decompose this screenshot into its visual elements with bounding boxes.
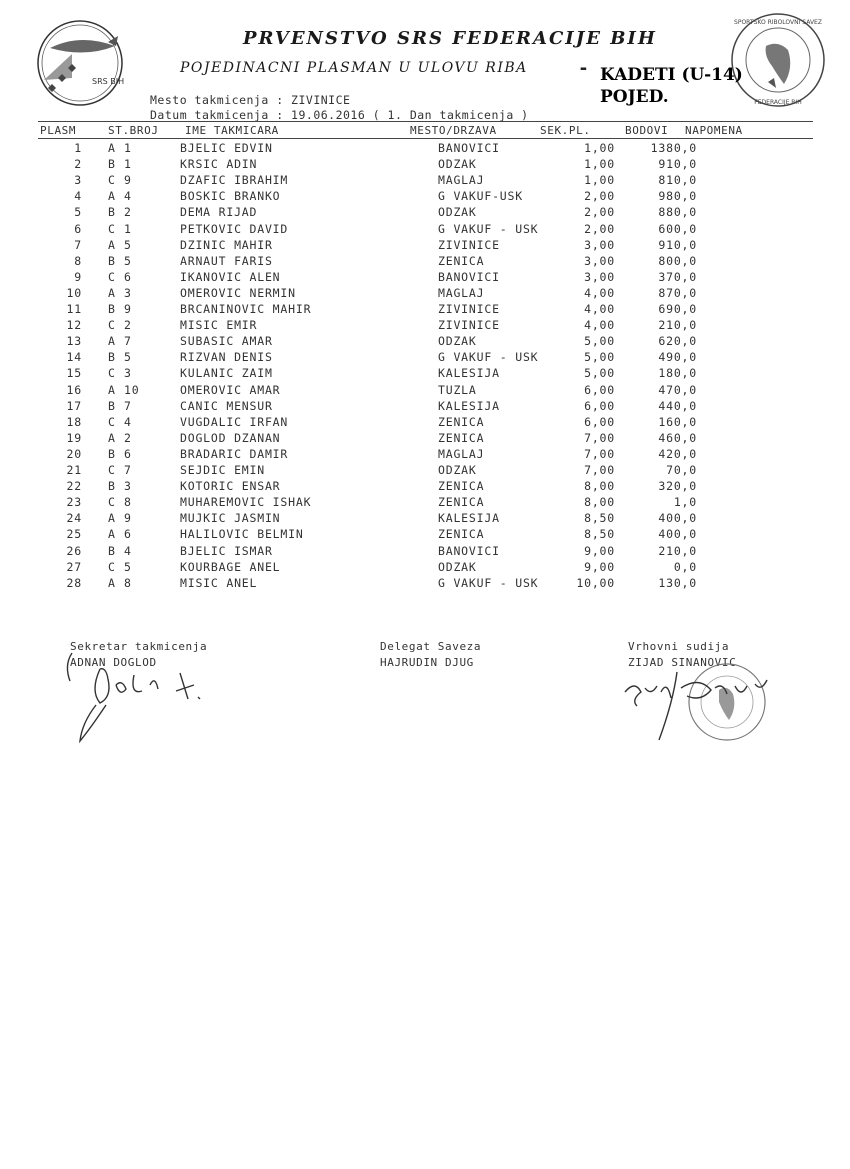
row-bodovi: 420,0 [658, 446, 697, 461]
row-start-number: 10 [124, 382, 140, 397]
row-sek-pl: 5,00 [584, 350, 615, 365]
row-start-number: 3 [124, 366, 132, 381]
row-start-number: 6 [124, 269, 132, 284]
row-sector: C [108, 173, 116, 188]
row-name: DZAFIC IBRAHIM [180, 173, 289, 188]
row-sek-pl: 4,00 [584, 302, 615, 316]
title-dash: - [578, 58, 589, 79]
row-place: ZIVINICE [438, 318, 500, 333]
row-start-number: 4 [124, 189, 132, 204]
row-plasm: 5 [74, 205, 82, 220]
row-bodovi: 880,0 [658, 205, 697, 220]
svg-text:SRS BIH: SRS BIH [92, 77, 125, 86]
row-sek-pl: 5,00 [584, 334, 615, 349]
table-row [0, 222, 850, 238]
row-name: OMEROVIC AMAR [180, 382, 281, 397]
row-plasm: 11 [66, 302, 82, 316]
location-line: Mesto takmicenja : ZIVINICE [150, 93, 351, 107]
row-place: ZENICA [438, 495, 485, 510]
table-row [0, 302, 850, 318]
row-plasm: 8 [74, 253, 82, 268]
row-bodovi: 400,0 [658, 511, 697, 526]
table-row [0, 560, 850, 576]
delegate-label: Delegat Saveza [380, 640, 482, 653]
row-name: KOTORIC ENSAR [180, 479, 281, 494]
row-start-number: 7 [124, 398, 132, 413]
row-sector: A [108, 237, 116, 252]
row-bodovi: 910,0 [658, 157, 697, 172]
row-bodovi: 210,0 [658, 318, 697, 333]
row-name: IKANOVIC ALEN [180, 269, 281, 284]
row-sek-pl: 8,50 [584, 511, 615, 526]
row-start-number: 9 [124, 302, 132, 316]
row-start-number: 5 [124, 253, 132, 268]
row-sector: C [108, 463, 116, 477]
table-row [0, 495, 850, 511]
judge-name: ZIJAD SINANOVIC [628, 656, 737, 669]
row-start-number: 9 [124, 173, 132, 188]
svg-text:SPORTSKO RIBOLOVNI SAVEZ: SPORTSKO RIBOLOVNI SAVEZ [734, 19, 822, 26]
row-plasm: 7 [74, 237, 82, 252]
row-place: ODZAK [438, 334, 477, 349]
row-place: G VAKUF - USK [438, 575, 539, 590]
row-place: ZENICA [438, 253, 485, 268]
row-place: ZENICA [438, 414, 485, 429]
row-plasm: 4 [74, 189, 82, 204]
row-plasm: 14 [66, 350, 82, 365]
row-name: BJELIC EDVIN [180, 141, 273, 155]
row-plasm: 23 [66, 495, 82, 510]
row-sek-pl: 1,00 [584, 157, 615, 172]
row-plasm: 15 [66, 366, 82, 381]
row-plasm: 1 [74, 141, 82, 155]
row-name: MUHAREMOVIC ISHAK [180, 495, 312, 510]
delegate-name: HAJRUDIN DJUG [380, 656, 474, 669]
category-line-1: KADETI (U-14) [600, 65, 743, 85]
row-name: CANIC MENSUR [180, 398, 273, 413]
row-start-number: 8 [124, 575, 132, 590]
row-start-number: 5 [124, 350, 132, 365]
row-sector: A [108, 382, 116, 397]
row-sek-pl: 7,00 [584, 446, 615, 461]
row-plasm: 20 [66, 446, 82, 461]
row-name: KULANIC ZAIM [180, 366, 273, 381]
category-label [600, 64, 743, 108]
row-sek-pl: 4,00 [584, 285, 615, 300]
row-plasm: 27 [66, 559, 82, 574]
row-sek-pl: 3,00 [584, 237, 615, 252]
row-sector: C [108, 559, 116, 574]
row-sector: A [108, 285, 116, 300]
row-plasm: 12 [66, 318, 82, 333]
row-plasm: 2 [74, 157, 82, 172]
row-plasm: 6 [74, 221, 82, 236]
row-place: ODZAK [438, 205, 477, 220]
row-start-number: 1 [124, 221, 132, 236]
judge-label: Vrhovni sudija [628, 640, 730, 653]
table-row [0, 238, 850, 254]
row-sek-pl: 9,00 [584, 559, 615, 574]
row-sector: C [108, 318, 116, 333]
row-place: MAGLAJ [438, 285, 485, 300]
row-sek-pl: 8,00 [584, 479, 615, 494]
row-name: HALILOVIC BELMIN [180, 527, 304, 542]
row-sek-pl: 3,00 [584, 269, 615, 284]
row-plasm: 18 [66, 414, 82, 429]
row-start-number: 8 [124, 495, 132, 510]
row-bodovi: 620,0 [658, 334, 697, 349]
row-name: BJELIC ISMAR [180, 543, 273, 558]
row-sector: C [108, 221, 116, 236]
row-sector: B [108, 157, 116, 172]
row-bodovi: 1,0 [673, 495, 697, 510]
row-bodovi: 370,0 [658, 269, 697, 284]
row-name: MUJKIC JASMIN [180, 511, 281, 526]
row-place: ZENICA [438, 479, 485, 494]
srs-federacije-seal [728, 10, 828, 110]
col-header-place: MESTO/DRZAVA [410, 124, 497, 137]
table-row [0, 318, 850, 334]
col-header-plasm: PLASM [40, 124, 77, 137]
row-place: MAGLAJ [438, 446, 485, 461]
table-row [0, 399, 850, 415]
row-sector: A [108, 575, 116, 590]
row-place: ZENICA [438, 527, 485, 542]
col-header-sek-pl: SEK.PL. [540, 124, 591, 137]
row-name: ARNAUT FARIS [180, 253, 273, 268]
row-sek-pl: 6,00 [584, 414, 615, 429]
row-sek-pl: 8,00 [584, 495, 615, 510]
row-sector: A [108, 141, 116, 155]
row-place: ODZAK [438, 463, 477, 477]
row-sek-pl: 6,00 [584, 398, 615, 413]
row-name: MISIC EMIR [180, 318, 258, 333]
row-sector: A [108, 527, 116, 542]
row-name: BOSKIC BRANKO [180, 189, 281, 204]
row-place: ODZAK [438, 157, 477, 172]
row-start-number: 6 [124, 446, 132, 461]
row-start-number: 2 [124, 205, 132, 220]
row-bodovi: 490,0 [658, 350, 697, 365]
row-sek-pl: 9,00 [584, 543, 615, 558]
row-start-number: 4 [124, 414, 132, 429]
row-place: KALESIJA [438, 511, 500, 526]
table-header-rule [38, 138, 813, 139]
row-bodovi: 690,0 [658, 302, 697, 316]
row-sector: B [108, 350, 116, 365]
row-start-number: 3 [124, 285, 132, 300]
row-name: KOURBAGE ANEL [180, 559, 281, 574]
table-row [0, 415, 850, 431]
row-place: BANOVICI [438, 543, 500, 558]
row-sector: A [108, 334, 116, 349]
row-plasm: 28 [66, 575, 82, 590]
row-plasm: 24 [66, 511, 82, 526]
row-sector: A [108, 189, 116, 204]
row-place: G VAKUF-USK [438, 189, 523, 204]
row-name: KRSIC ADIN [180, 157, 258, 172]
row-place: BANOVICI [438, 269, 500, 284]
row-place: ZIVINICE [438, 302, 500, 316]
row-name: BRADARIC DAMIR [180, 446, 289, 461]
svg-text:FEDERACIJE BIH: FEDERACIJE BIH [754, 99, 802, 106]
row-plasm: 10 [66, 285, 82, 300]
row-bodovi: 810,0 [658, 173, 697, 188]
row-sek-pl: 2,00 [584, 221, 615, 236]
table-row [0, 270, 850, 286]
table-row [0, 173, 850, 189]
row-bodovi: 210,0 [658, 543, 697, 558]
row-sector: B [108, 253, 116, 268]
row-sek-pl: 1,00 [584, 141, 615, 155]
col-header-bodovi: BODOVI [625, 124, 669, 137]
row-place: G VAKUF - USK [438, 221, 539, 236]
table-row [0, 189, 850, 205]
row-name: DOGLOD DZANAN [180, 430, 281, 445]
row-name: SUBASIC AMAR [180, 334, 273, 349]
row-bodovi: 1380,0 [650, 141, 697, 155]
row-place: KALESIJA [438, 398, 500, 413]
date-line: Datum takmicenja : 19.06.2016 ( 1. Dan takmicenja ) [150, 108, 529, 122]
row-bodovi: 470,0 [658, 382, 697, 397]
table-row [0, 334, 850, 350]
row-name: BRCANINOVIC MAHIR [180, 302, 312, 316]
row-start-number: 9 [124, 511, 132, 526]
row-bodovi: 800,0 [658, 253, 697, 268]
row-sector: B [108, 479, 116, 494]
row-place: TUZLA [438, 382, 477, 397]
row-plasm: 22 [66, 479, 82, 494]
secretary-signature [60, 645, 220, 750]
row-plasm: 17 [66, 398, 82, 413]
row-place: ODZAK [438, 559, 477, 574]
row-sector: C [108, 495, 116, 510]
category-line-2: POJED. [600, 87, 669, 107]
row-plasm: 16 [66, 382, 82, 397]
row-plasm: 3 [74, 173, 82, 188]
table-row [0, 431, 850, 447]
row-plasm: 21 [66, 463, 82, 477]
table-row [0, 157, 850, 173]
row-sector: B [108, 205, 116, 220]
row-bodovi: 870,0 [658, 285, 697, 300]
table-row [0, 286, 850, 302]
table-row [0, 254, 850, 270]
table-row [0, 383, 850, 399]
row-sek-pl: 7,00 [584, 430, 615, 445]
row-start-number: 5 [124, 559, 132, 574]
row-plasm: 26 [66, 543, 82, 558]
row-sek-pl: 3,00 [584, 253, 615, 268]
row-plasm: 13 [66, 334, 82, 349]
judge-signature-and-seal [615, 662, 785, 757]
row-start-number: 2 [124, 430, 132, 445]
row-place: BANOVICI [438, 141, 500, 155]
row-sek-pl: 8,50 [584, 527, 615, 542]
row-sector: B [108, 446, 116, 461]
table-row [0, 463, 850, 479]
row-start-number: 1 [124, 157, 132, 172]
row-name: PETKOVIC DAVID [180, 221, 289, 236]
row-sek-pl: 7,00 [584, 463, 615, 477]
row-start-number: 5 [124, 237, 132, 252]
secretary-label: Sekretar takmicenja [70, 640, 208, 653]
row-name: MISIC ANEL [180, 575, 258, 590]
table-top-rule [38, 121, 813, 122]
table-row [0, 141, 850, 157]
row-sector: A [108, 511, 116, 526]
document-title: PRVENSTVO SRS FEDERACIJE BIH [243, 28, 657, 49]
row-place: G VAKUF - USK [438, 350, 539, 365]
row-sek-pl: 4,00 [584, 318, 615, 333]
row-sector: C [108, 366, 116, 381]
secretary-name: ADNAN DOGLOD [70, 656, 157, 669]
row-name: RIZVAN DENIS [180, 350, 273, 365]
row-sek-pl: 5,00 [584, 366, 615, 381]
table-row [0, 527, 850, 543]
row-bodovi: 460,0 [658, 430, 697, 445]
row-plasm: 25 [66, 527, 82, 542]
table-row [0, 544, 850, 560]
row-start-number: 4 [124, 543, 132, 558]
row-sek-pl: 2,00 [584, 189, 615, 204]
row-bodovi: 400,0 [658, 527, 697, 542]
row-bodovi: 440,0 [658, 398, 697, 413]
row-plasm: 19 [66, 430, 82, 445]
row-name: DZINIC MAHIR [180, 237, 273, 252]
row-sek-pl: 6,00 [584, 382, 615, 397]
row-sector: B [108, 543, 116, 558]
row-sector: C [108, 414, 116, 429]
table-row [0, 479, 850, 495]
row-bodovi: 0,0 [673, 559, 697, 574]
row-place: MAGLAJ [438, 173, 485, 188]
row-name: VUGDALIC IRFAN [180, 414, 289, 429]
col-header-napomena: NAPOMENA [685, 124, 743, 137]
row-bodovi: 980,0 [658, 189, 697, 204]
row-start-number: 2 [124, 318, 132, 333]
row-bodovi: 320,0 [658, 479, 697, 494]
row-bodovi: 130,0 [658, 575, 697, 590]
row-sek-pl: 2,00 [584, 205, 615, 220]
row-bodovi: 910,0 [658, 237, 697, 252]
row-place: KALESIJA [438, 366, 500, 381]
row-bodovi: 600,0 [658, 221, 697, 236]
srs-bih-logo [30, 18, 130, 108]
row-sek-pl: 1,00 [584, 173, 615, 188]
table-row [0, 511, 850, 527]
row-place: ZIVINICE [438, 237, 500, 252]
row-sector: B [108, 302, 116, 316]
row-start-number: 3 [124, 479, 132, 494]
row-sector: A [108, 430, 116, 445]
col-header-name: IME TAKMICARA [185, 124, 279, 137]
row-sek-pl: 10,00 [576, 575, 615, 590]
row-name: DEMA RIJAD [180, 205, 258, 220]
row-name: OMEROVIC NERMIN [180, 285, 296, 300]
table-row [0, 350, 850, 366]
table-row [0, 366, 850, 382]
row-sector: B [108, 398, 116, 413]
row-plasm: 9 [74, 269, 82, 284]
row-place: ZENICA [438, 430, 485, 445]
row-bodovi: 160,0 [658, 414, 697, 429]
row-name: SEJDIC EMIN [180, 463, 265, 477]
row-start-number: 7 [124, 463, 132, 477]
table-row [0, 576, 850, 592]
col-header-st-broj: ST.BROJ [108, 124, 159, 137]
row-bodovi: 70,0 [666, 463, 697, 477]
row-sector: C [108, 269, 116, 284]
table-row [0, 205, 850, 221]
document-subtitle: POJEDINACNI PLASMAN U ULOVU RIBA [180, 60, 528, 76]
table-row [0, 447, 850, 463]
row-start-number: 1 [124, 141, 132, 155]
row-bodovi: 180,0 [658, 366, 697, 381]
row-start-number: 6 [124, 527, 132, 542]
row-start-number: 7 [124, 334, 132, 349]
